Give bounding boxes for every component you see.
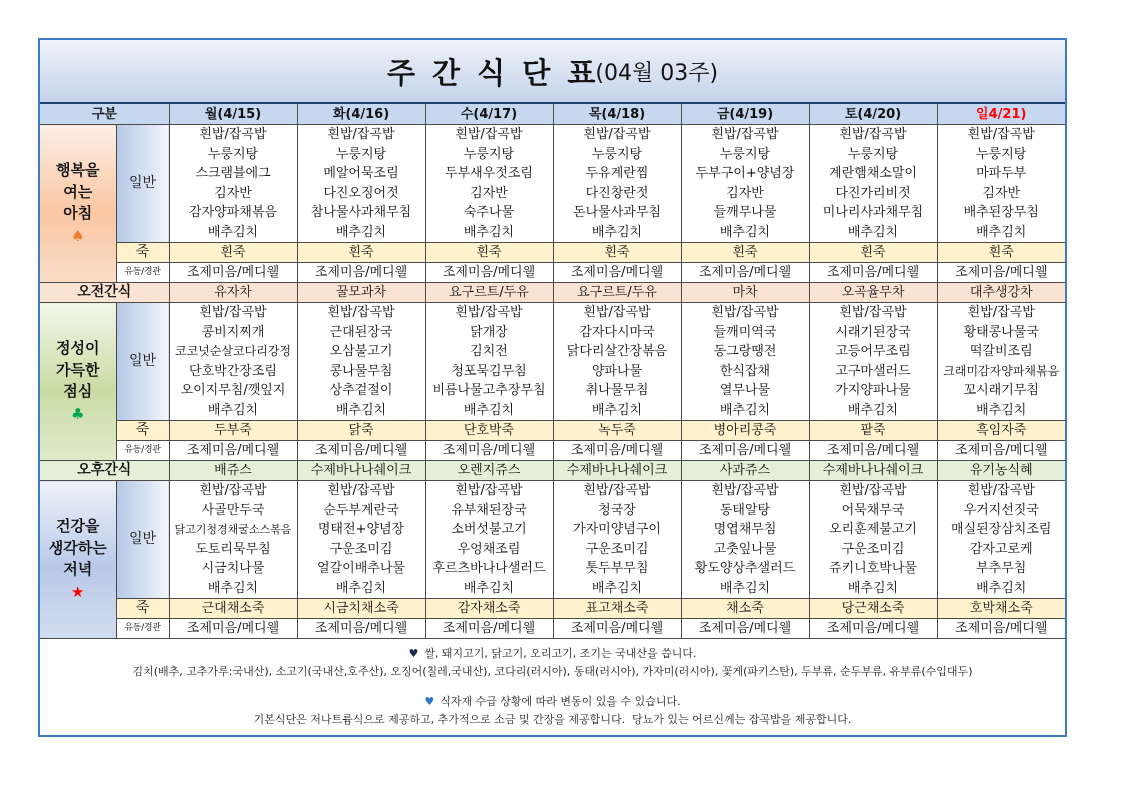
menu-table [40,104,1065,639]
menu-item: 흰밥/잡곡밥 [967,483,1035,498]
menu-item: 누룽지탕 [847,146,899,162]
menu-item: 메알어묵조림 [323,166,399,181]
menu-cell-tue [297,125,425,243]
breakfast-label-line: 행복을 [56,161,100,180]
menu-item: 숙주나물 [463,205,515,220]
porridge-cell-tue: 흰죽 [297,243,425,263]
porridge-cell-fri: 병아리콩죽 [681,421,809,441]
day-header-wed: 수(4/17) [425,104,553,125]
dinner-label [40,481,116,639]
porridge-cell-sun: 흑임자죽 [937,421,1065,441]
menu-item: 고춧잎나물 [713,541,777,557]
star-icon: ★ [71,582,85,601]
table-header [40,104,1065,125]
porridge-cell-mon: 두부죽 [169,421,297,441]
afternoon_snack-label: 오후간식 [40,461,169,481]
menu-item: 배추김치 [591,224,643,240]
menu-cell-mon [169,303,297,421]
porridge-label: 죽 [116,599,169,619]
menu-item: 흰밥/잡곡밥 [583,305,651,320]
menu-item: 동태알탕 [719,502,771,518]
snack-cell-mon: 배쥬스 [169,461,297,481]
menu-item: 닭개장 [470,324,508,340]
menu-item: 닭고기청경채굴소스볶음 [174,523,292,536]
porridge-cell-mon: 흰죽 [169,243,297,263]
header-row [40,104,1065,125]
porridge-cell-tue: 시금치채소죽 [297,599,425,619]
breakfast-liquid-row [40,263,1065,283]
notice-note-text: 식자재 수급 상황에 따라 변동이 있을 수 있습니다. [440,695,681,708]
menu-item: 배추김치 [463,402,515,418]
menu-item: 황도양상추샐러드 [694,561,796,576]
menu-item: 비름나물고추장무침 [432,383,546,398]
menu-item: 후르츠바나나샐러드 [432,561,546,576]
breakfast-label-line: 여는 [63,182,93,201]
breakfast-general-row [40,125,1065,243]
menu-item: 흰밥/잡곡밥 [839,127,907,142]
liquid-cell-thu: 조제미음/메디웰 [553,263,681,283]
menu-item: 고구마샐러드 [835,363,911,379]
menu-item: 흰밥/잡곡밥 [583,483,651,498]
menu-cell-wed [425,481,553,599]
morning_snack-row [40,283,1065,303]
porridge-cell-sun: 호박채소죽 [937,599,1065,619]
menu-item: 감자다시마국 [579,324,655,340]
menu-item: 명태전+양념장 [317,522,405,537]
dinner-general-row [40,481,1065,599]
menu-item: 콩나물무침 [329,363,393,379]
porridge-label: 죽 [116,421,169,441]
menu-item: 단호박간장조림 [189,363,277,379]
porridge-cell-wed: 단호박죽 [425,421,553,441]
menu-item: 근대된장국 [329,324,393,340]
day-header-mon: 월(4/15) [169,104,297,125]
menu-item: 황태콩나물국 [963,324,1039,340]
menu-item: 흰밥/잡곡밥 [967,127,1035,142]
note-spacer [40,681,1065,693]
porridge-label: 죽 [116,243,169,263]
morning_snack-label: 오전간식 [40,283,169,303]
snack-cell-thu: 요구르트/두유 [553,283,681,303]
menu-item: 감자고로케 [969,541,1033,557]
menu-item: 쥬키니호박나물 [829,561,917,576]
menu-item: 흰밥/잡곡밥 [839,483,907,498]
menu-item: 배추김치 [976,402,1027,418]
menu-item: 배추김치 [719,224,771,240]
snack-cell-wed: 오렌지쥬스 [425,461,553,481]
heart-icon: ♥ [408,647,419,660]
menu-item: 스크램블에그 [195,166,271,181]
menu-item: 흰밥/잡곡밥 [583,127,651,142]
menu-item: 배추김치 [463,224,515,240]
menu-item: 오이지무침/깻잎지 [180,383,286,398]
day-header-sat: 토(4/20) [809,104,937,125]
menu-item: 떡갈비조림 [969,344,1033,359]
dinner-label-line: 저녁 [63,560,93,579]
day-header-thu: 목(4/18) [553,104,681,125]
menu-item: 흰밥/잡곡밥 [455,305,523,320]
snack-cell-fri: 마차 [681,283,809,303]
snack-cell-tue: 수제바나나쉐이크 [297,461,425,481]
menu-cell-mon [169,481,297,599]
porridge-cell-sat: 팥죽 [809,421,937,441]
menu-item: 누룽지탕 [719,146,771,162]
menu-item: 흰밥/잡곡밥 [327,305,395,320]
liquid-cell-thu: 조제미음/메디웰 [553,619,681,639]
liquid-cell-mon: 조제미음/메디웰 [169,263,297,283]
policy-note: 기본식단은 저나트륨식으로 제공하고, 추가적으로 소금 및 간장을 제공합니다. 당뇨가 있는 어르신께는 잡곡밥을 제공합니다. [253,713,852,726]
menu-item: 코코넛순살코다리강정 [175,344,291,358]
lunch-liquid-row [40,441,1065,461]
liquid-cell-thu: 조제미음/메디웰 [553,441,681,461]
porridge-cell-wed: 흰죽 [425,243,553,263]
menu-item: 두부구이+양념장 [695,166,795,181]
menu-cell-wed [425,303,553,421]
lunch-label-line: 점심 [63,382,93,401]
snack-cell-sun: 대추생강차 [937,283,1065,303]
liquid-label: 유동/경관 [116,441,169,461]
menu-item: 명엽채무침 [713,522,777,537]
menu-cell-tue [297,303,425,421]
porridge-cell-wed: 감자채소죽 [425,599,553,619]
menu-cell-wed [425,125,553,243]
menu-cell-sun [937,125,1065,243]
menu-item: 누룽지탕 [976,146,1027,162]
menu-item: 흰밥/잡곡밥 [711,305,779,320]
menu-item: 김자반 [470,185,508,201]
menu-item: 구운조미김 [329,541,393,557]
menu-item: 순두부계란국 [323,502,399,518]
menu-item: 배추김치 [847,224,899,240]
porridge-cell-sat: 흰죽 [809,243,937,263]
menu-item: 누룽지탕 [207,146,259,162]
menu-item: 고등어무조림 [835,344,911,359]
origin-note [40,645,1065,663]
menu-item: 청국장 [598,502,636,518]
menu-item: 돈나물사과무침 [573,205,661,220]
menu-item: 흰밥/잡곡밥 [711,483,779,498]
spade-icon: ♠ [71,226,85,245]
porridge-cell-fri: 흰죽 [681,243,809,263]
porridge-cell-fri: 채소죽 [681,599,809,619]
porridge-cell-tue: 닭죽 [297,421,425,441]
page-title: 주 간 식 단 표 [386,55,596,90]
liquid-label: 유동/경관 [116,619,169,639]
general-label: 일반 [116,481,169,599]
day-header-tue: 화(4/16) [297,104,425,125]
menu-item: 흰밥/잡곡밥 [711,127,779,142]
menu-item: 흰밥/잡곡밥 [327,127,395,142]
menu-item: 콩비지찌개 [201,324,265,340]
menu-item: 누룽지탕 [463,146,515,162]
menu-item: 양파나물 [591,363,643,379]
menu-item: 어묵채무국 [841,502,905,518]
menu-item: 감자양파채볶음 [189,205,277,220]
day-header-sun: 일4/21) [937,104,1065,125]
porridge-cell-mon: 근대채소죽 [169,599,297,619]
menu-item: 마파두부 [976,166,1027,181]
footer-notes [40,639,1065,729]
menu-item: 미나리사과채무침 [822,205,924,220]
menu-item: 청포묵김무침 [451,363,527,379]
category-header: 구분 [40,104,169,125]
heart-icon: ♥ [424,695,435,708]
menu-item: 열무나물 [719,383,771,398]
menu-item: 흰밥/잡곡밥 [199,305,267,320]
menu-cell-sun [937,303,1065,421]
menu-item: 배추김치 [976,224,1027,240]
dinner-label-line: 생각하는 [48,538,107,557]
liquid-cell-tue: 조제미음/메디웰 [297,441,425,461]
menu-sheet [38,38,1067,737]
menu-item: 오리훈제불고기 [829,522,917,537]
liquid-cell-tue: 조제미음/메디웰 [297,619,425,639]
snack-cell-wed: 요구르트/두유 [425,283,553,303]
menu-item: 배추김치 [719,580,771,596]
menu-item: 누룽지탕 [335,146,387,162]
menu-item: 가자미양념구이 [573,522,661,537]
liquid-cell-sat: 조제미음/메디웰 [809,619,937,639]
origin-note-text: 쌀, 돼지고기, 닭고기, 오리고기, 조기는 국내산을 씁니다. [424,647,697,660]
snack-cell-mon: 유자차 [169,283,297,303]
snack-cell-sat: 오곡율무차 [809,283,937,303]
liquid-cell-fri: 조제미음/메디웰 [681,441,809,461]
menu-item: 배추된장무침 [963,205,1039,220]
breakfast-label-line: 아침 [63,204,93,223]
menu-item: 도토리묵무침 [195,541,271,557]
porridge-cell-thu: 표고채소죽 [553,599,681,619]
menu-item: 꼬시래기무침 [963,383,1039,398]
menu-cell-sat [809,481,937,599]
menu-item: 배추김치 [591,580,643,596]
porridge-cell-sat: 당근채소죽 [809,599,937,619]
menu-cell-sat [809,125,937,243]
lunch-porridge-row [40,421,1065,441]
menu-item: 시금치나물 [201,561,265,576]
notice-note [40,693,1065,711]
liquid-cell-wed: 조제미음/메디웰 [425,441,553,461]
liquid-cell-tue: 조제미음/메디웰 [297,263,425,283]
breakfast-label [40,125,116,283]
liquid-cell-wed: 조제미음/메디웰 [425,263,553,283]
menu-item: 오삼불고기 [329,344,393,359]
snack-cell-thu: 수제바나나쉐이크 [553,461,681,481]
liquid-cell-sun: 조제미음/메디웰 [937,441,1065,461]
menu-item: 유부채된장국 [451,502,527,518]
menu-item: 구운조미김 [585,541,649,557]
menu-item: 김치전 [470,344,508,359]
menu-item: 흰밥/잡곡밥 [839,305,907,320]
menu-item: 들깨미역국 [713,324,777,340]
liquid-cell-fri: 조제미음/메디웰 [681,263,809,283]
lunch-label [40,303,116,461]
dinner-label-line: 건강을 [56,517,100,536]
menu-item: 흰밥/잡곡밥 [327,483,395,498]
menu-item: 우엉채조림 [457,541,521,557]
menu-item: 동그랑땡전 [713,344,777,359]
menu-cell-sun [937,481,1065,599]
menu-item: 크래미감자양파채볶음 [943,363,1060,378]
menu-item: 다진창란젓 [585,185,649,201]
general-label: 일반 [116,303,169,421]
porridge-cell-sun: 흰죽 [937,243,1065,263]
menu-item: 매실된장삼치조림 [951,522,1052,537]
menu-item: 배추김치 [207,402,259,418]
day-header-fri: 금(4/19) [681,104,809,125]
club-icon: ♣ [71,404,85,423]
liquid-cell-sat: 조제미음/메디웰 [809,263,937,283]
menu-item: 배추김치 [335,402,387,418]
menu-item: 김자반 [982,185,1021,201]
menu-cell-thu [553,481,681,599]
table-body [40,125,1065,639]
menu-cell-tue [297,481,425,599]
menu-item: 우거지선짓국 [963,502,1039,518]
liquid-cell-mon: 조제미음/메디웰 [169,619,297,639]
menu-item: 시래기된장국 [835,324,911,340]
porridge-cell-thu: 녹두죽 [553,421,681,441]
breakfast-porridge-row [40,243,1065,263]
menu-item: 배추김치 [847,402,899,418]
snack-cell-fri: 사과쥬스 [681,461,809,481]
liquid-cell-sat: 조제미음/메디웰 [809,441,937,461]
menu-item: 들깨무나물 [713,205,777,220]
menu-item: 부추무침 [976,561,1027,576]
menu-item: 한식잡채 [719,363,771,379]
menu-item: 소버섯불고기 [451,522,527,537]
menu-item: 계란햄채소말이 [829,166,917,181]
menu-item: 배추김치 [591,402,643,418]
snack-cell-sun: 유기농식혜 [937,461,1065,481]
menu-item: 배추김치 [335,224,387,240]
general-label: 일반 [116,125,169,243]
menu-cell-fri [681,125,809,243]
menu-item: 배추김치 [719,402,771,418]
title-bar [40,40,1065,104]
menu-item: 배추김치 [463,580,515,596]
liquid-cell-sun: 조제미음/메디웰 [937,619,1065,639]
menu-item: 얼갈이배추나물 [317,561,405,576]
menu-item: 사골만두국 [201,502,265,518]
dinner-porridge-row [40,599,1065,619]
lunch-label-line: 정성이 [56,339,100,358]
menu-item: 흰밥/잡곡밥 [455,127,523,142]
menu-item: 배추김치 [335,580,387,596]
afternoon_snack-row [40,461,1065,481]
menu-cell-fri [681,303,809,421]
liquid-cell-wed: 조제미음/메디웰 [425,619,553,639]
menu-item: 흰밥/잡곡밥 [199,127,267,142]
menu-item: 배추김치 [976,580,1027,596]
snack-cell-tue: 꿀모과차 [297,283,425,303]
menu-item: 다진가리비젓 [835,185,911,201]
menu-cell-sat [809,303,937,421]
menu-item: 흰밥/잡곡밥 [967,305,1035,320]
menu-item: 닭다리살간장볶음 [566,344,668,359]
porridge-cell-thu: 흰죽 [553,243,681,263]
menu-item: 취나물무침 [585,383,649,398]
menu-item: 다진오징어젓 [323,185,399,201]
menu-cell-mon [169,125,297,243]
liquid-label: 유동/경관 [116,263,169,283]
menu-item: 흰밥/잡곡밥 [455,483,523,498]
menu-item: 흰밥/잡곡밥 [199,483,267,498]
menu-item: 가지양파나물 [835,383,911,398]
menu-item: 누룽지탕 [591,146,643,162]
menu-item: 배추김치 [207,580,259,596]
menu-item: 김자반 [726,185,764,201]
menu-item: 두유계란찜 [585,166,649,181]
menu-item: 김자반 [214,185,252,201]
menu-item: 상추겉절이 [329,383,393,398]
menu-cell-fri [681,481,809,599]
origin-detail-note: 김치(배추, 고추가루:국내산), 소고기(국내산,호주산), 오징어(칠레,국내산), 코다리(러시아), 동태(러시아), 가자미(러시아), 꽃게(파키스탄), 두부류, 순두부류, 유부류(수입대두) [132,665,973,678]
menu-item: 두부새우젓조림 [445,166,533,181]
dinner-liquid-row [40,619,1065,639]
menu-cell-thu [553,303,681,421]
menu-item: 구운조미김 [841,541,905,557]
lunch-label-line: 가득한 [56,360,100,379]
liquid-cell-sun: 조제미음/메디웰 [937,263,1065,283]
menu-cell-thu [553,125,681,243]
liquid-cell-mon: 조제미음/메디웰 [169,441,297,461]
snack-cell-sat: 수제바나나쉐이크 [809,461,937,481]
lunch-general-row [40,303,1065,421]
liquid-cell-fri: 조제미음/메디웰 [681,619,809,639]
menu-item: 배추김치 [207,224,259,240]
menu-item: 참나물사과채무침 [310,205,412,220]
title-period: (04월 03주) [595,60,719,86]
menu-item: 배추김치 [847,580,899,596]
menu-item: 톳두부무침 [585,561,649,576]
